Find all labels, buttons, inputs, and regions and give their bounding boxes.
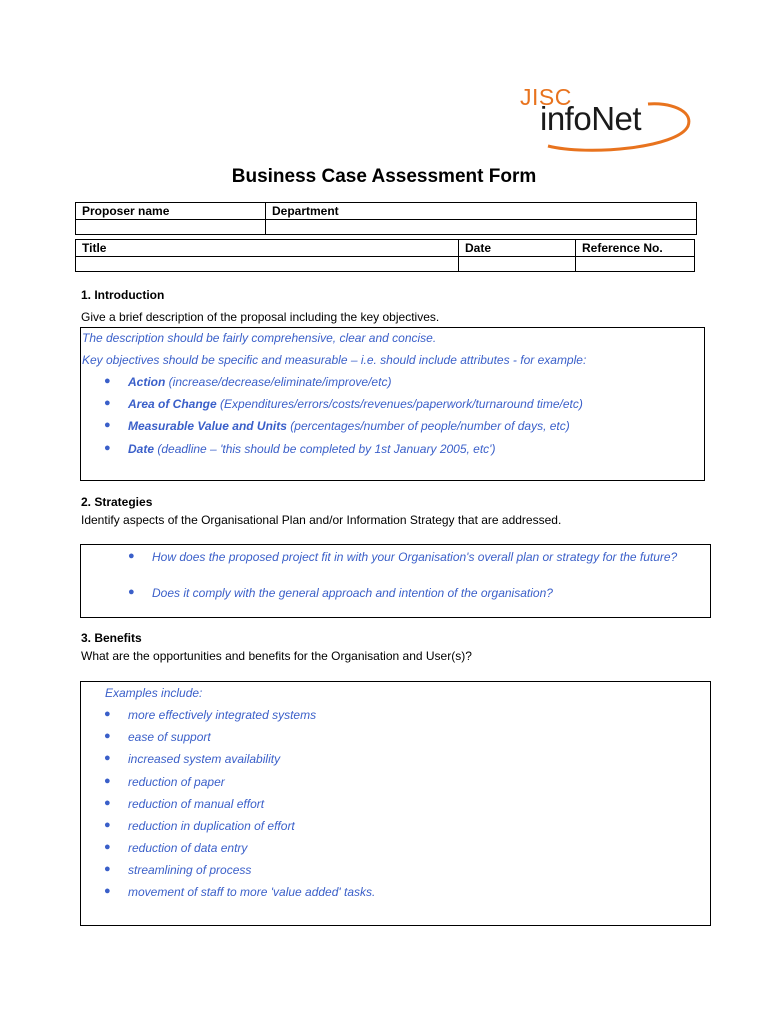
section-1-guidance-1: The description should be fairly comprehensive, clear and concise. [82,331,437,345]
list-item: Measurable Value and Units (percentages/number of people/number of days, etc) [128,419,570,433]
list-item: reduction of paper [128,775,225,789]
logo-infonet-text: infoNet [540,100,642,137]
bullet-icon: ● [104,752,111,764]
section-3-heading: 3. Benefits [81,631,142,645]
proposer-name-field[interactable] [76,220,266,235]
list-item: streamlining of process [128,863,252,877]
list-item: How does the proposed project fit in with your Organisation's overall plan or strategy for the future? [152,550,678,564]
section-1-guidance-2: Key objectives should be specific and measurable – i.e. should include attributes - for example: [82,353,587,367]
list-item: Action (increase/decrease/eliminate/improve/etc) [128,375,392,389]
title-label: Title [76,240,459,257]
bullet-icon: ● [104,397,111,409]
logo-jisc-text: JISC [520,84,572,110]
bullet-icon: ● [104,885,111,897]
list-item: Area of Change (Expenditures/errors/costs/revenues/paperwork/turnaround time/etc) [128,397,583,411]
list-item: reduction in duplication of effort [128,819,295,833]
section-1-prompt: Give a brief description of the proposal including the key objectives. [81,310,440,324]
list-item: reduction of data entry [128,841,248,855]
bullet-icon: ● [104,819,111,831]
page-title: Business Case Assessment Form [231,166,537,187]
jisc-infonet-logo [518,82,690,154]
bullet-icon: ● [104,419,111,431]
proposer-name-label: Proposer name [76,203,266,220]
bullet-icon: ● [104,708,111,720]
title-field[interactable] [76,257,459,272]
list-item: ease of support [128,730,211,744]
section-3-intro: Examples include: [105,686,203,700]
list-item: reduction of manual effort [128,797,265,811]
bullet-icon: ● [104,797,111,809]
reference-label: Reference No. [576,240,695,257]
date-label: Date [459,240,576,257]
date-field[interactable] [459,257,576,272]
department-field[interactable] [266,220,697,235]
section-3-prompt: What are the opportunities and benefits for the Organisation and User(s)? [81,649,472,663]
bullet-icon: ● [128,586,135,598]
list-item: Does it comply with the general approach and intention of the organisation? [152,586,553,600]
bullet-icon: ● [104,442,111,454]
bullet-icon: ● [104,863,111,875]
bullet-icon: ● [104,775,111,787]
title-table [75,239,695,272]
bullet-icon: ● [104,375,111,387]
list-item: increased system availability [128,752,281,766]
bullet-icon: ● [104,730,111,742]
section-1-heading: 1. Introduction [81,288,165,302]
department-label: Department [266,203,697,220]
reference-field[interactable] [576,257,695,272]
bullet-icon: ● [128,550,135,562]
section-2-prompt: Identify aspects of the Organisational Plan and/or Information Strategy that are addressed. [81,513,562,527]
list-item: Date (deadline – 'this should be completed by 1st January 2005, etc') [128,442,496,456]
section-2-heading: 2. Strategies [81,495,153,509]
list-item: more effectively integrated systems [128,708,317,722]
bullet-icon: ● [104,841,111,853]
list-item: movement of staff to more 'value added' tasks. [128,885,376,899]
proposer-table [75,202,697,235]
